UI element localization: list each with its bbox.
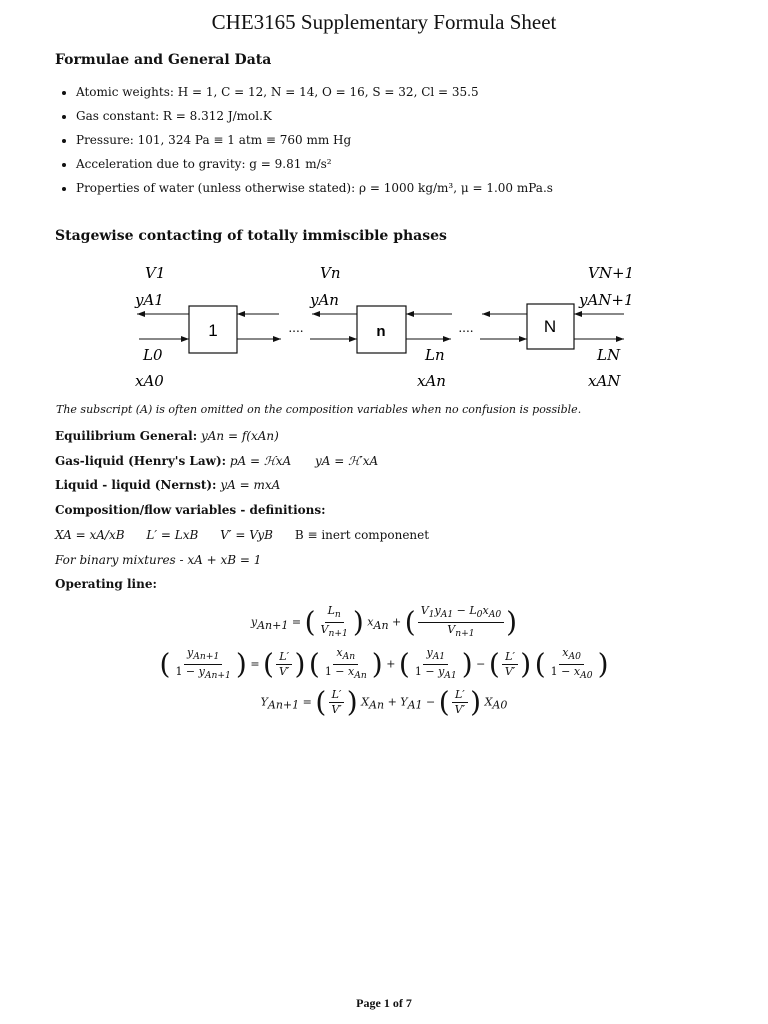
- section-heading-general-data: Formulae and General Data: [55, 52, 272, 68]
- dots-right: ....: [458, 321, 474, 335]
- composition-heading: Composition/flow variables - definitions:: [55, 503, 326, 517]
- label-ln: Ln: [425, 346, 445, 364]
- label-ya1: yA1: [135, 291, 164, 309]
- binary-note: For binary mixtures - xA + xB = 1: [55, 553, 262, 567]
- nernst-label: Liquid - liquid (Nernst):: [55, 478, 217, 492]
- equilibrium-general: [55, 429, 279, 443]
- label-xaN: xAN: [588, 372, 621, 390]
- nernst-law: [55, 478, 280, 492]
- def-v-prime: V′ = VyB: [220, 528, 273, 542]
- label-vn1: VN+1: [588, 264, 635, 282]
- def-inert: B ≡ inert componenet: [294, 528, 430, 542]
- nernst-equation: yA = mxA: [220, 478, 281, 492]
- operating-line-label: [55, 577, 157, 591]
- operating-line-equation-3: $Y_{An+1}$ = ( $\frac{L'}{V'}$ ) $X_{An} + Y_{A1}$ − ( $\frac{L'}{V'}$ ) $X_{A0}$: [260, 685, 508, 719]
- list-item: • Atomic weights: H = 1, C = 12, N = 14, O = 16, S = 32, Cl = 35.5: [76, 84, 553, 100]
- label-lN: LN: [597, 346, 621, 364]
- section-heading-stagewise: Stagewise contacting of totally immiscible phases: [55, 228, 447, 244]
- label-yan1: yAN+1: [579, 291, 634, 309]
- page-number: Page 1 of 7: [356, 996, 412, 1010]
- equilibrium-label: Equilibrium General:: [55, 429, 198, 443]
- stage-label-last: N: [543, 317, 557, 336]
- list-item: • Properties of water (unless otherwise stated): ρ = 1000 kg/m³, μ = 1.00 mPa.s: [76, 180, 553, 196]
- label-l0: L0: [143, 346, 163, 364]
- label-vn: Vn: [320, 264, 341, 282]
- operating-line-equation-1: $y_{An+1}$ = ( $\frac{L_n}{V_{n+1}}$ ) $x_{An}$ + ( $\frac{V_1y_{A1} - L_0x_{A0}}{V_{n+1}}$ ): [250, 604, 518, 640]
- label-xan: xAn: [417, 372, 446, 390]
- henry-label: Gas-liquid (Henry's Law):: [55, 454, 227, 468]
- equilibrium-equation: yAn = f(xAn): [200, 429, 279, 443]
- stage-diagram: [0, 255, 768, 400]
- henry-law: [55, 454, 378, 468]
- operating-line-heading: Operating line:: [55, 577, 157, 591]
- dots-left: ....: [288, 321, 304, 335]
- general-data-list: [56, 84, 553, 204]
- list-item: • Gas constant: R = 8.312 J/mol.K: [76, 108, 553, 124]
- label-yan: yAn: [310, 291, 339, 309]
- operating-line-equation-2: ( $\frac{y_{An+1}}{1 - y_{An+1}}$ ) = ( $\frac{L'}{V'}$ ) ( $\frac{x_{An}}{1 - x_{An}}$ ) + ( $\frac{y_{A1}}{1 - y_{A1}}$ ) − ( $\frac{L'}{V'}$ ) ( $\frac{x_{A0}}{1 - x_{A0}}$ ): [159, 646, 609, 682]
- def-xa: XA = xA/xB: [55, 528, 125, 542]
- stage-label-first: 1: [208, 321, 218, 340]
- def-l-prime: L′ = LxB: [146, 528, 199, 542]
- list-item: • Acceleration due to gravity: g = 9.81 m/s²: [76, 156, 553, 172]
- henry-equation-2: yA = ℋ′xA: [315, 454, 379, 468]
- list-item: • Pressure: 101, 324 Pa ≡ 1 atm ≡ 760 mm Hg: [76, 132, 553, 148]
- subscript-note: The subscript (A) is often omitted on the composition variables when no confusion is possible.: [56, 403, 582, 416]
- label-xa0: xA0: [135, 372, 164, 390]
- stage-label-mid: n: [376, 323, 386, 340]
- composition-label: [55, 503, 326, 517]
- henry-equation-1: pA = ℋxA: [229, 454, 292, 468]
- composition-definitions: [55, 528, 429, 542]
- label-v1: V1: [145, 264, 166, 282]
- page-title: CHE3165 Supplementary Formula Sheet: [211, 10, 557, 34]
